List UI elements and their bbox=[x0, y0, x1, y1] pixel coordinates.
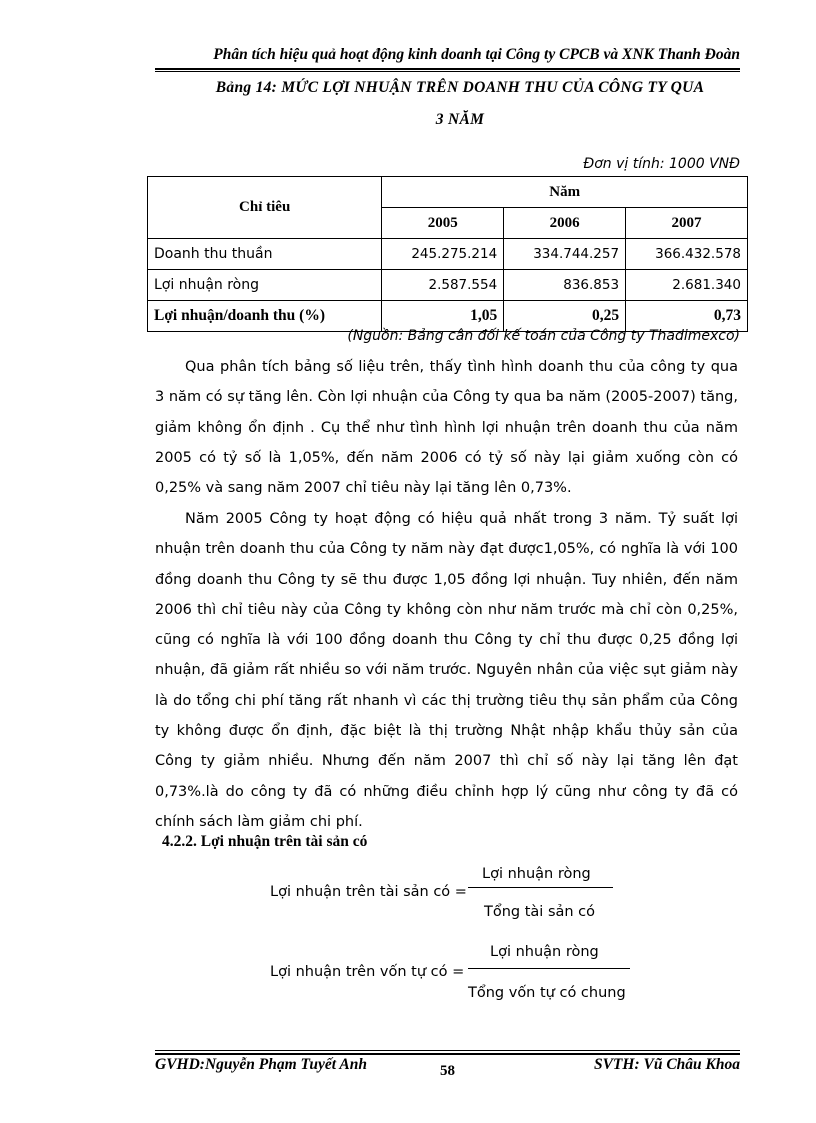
cell-value: 836.853 bbox=[504, 270, 626, 301]
table-row bbox=[148, 270, 748, 301]
table-row-ratio bbox=[148, 301, 748, 332]
col-header-year: 2005 bbox=[382, 208, 504, 239]
fraction-bar bbox=[468, 968, 630, 969]
paragraph-text: Qua phân tích bảng số liệu trên, thấy tình hình doanh thu của công ty qua 3 năm có sự tăng lên. Còn lợi nhuận của Công ty qua ba năm (2005-2007) tăng, giảm không ổn định . Cụ thể như tình hình lợi nhuận trên doanh thu của năm 2005 có tỷ số là 1,05%, đến năm 2006 có tỷ số này lại giảm xuống còn có 0,25% và sang năm 2007 chỉ tiêu này lại tăng lên 0,73%. bbox=[155, 359, 738, 497]
cell-value: 245.275.214 bbox=[382, 239, 504, 270]
row-label: Lợi nhuận/doanh thu (%) bbox=[148, 301, 382, 332]
unit-note: Đơn vị tính: 1000 VNĐ bbox=[583, 156, 740, 172]
page-number: 58 bbox=[440, 1063, 455, 1079]
table-title bbox=[150, 72, 770, 136]
col-header-year: 2007 bbox=[626, 208, 748, 239]
section-heading: 4.2.2. Lợi nhuận trên tài sản có bbox=[162, 833, 368, 850]
page-header-title: Phân tích hiệu quả hoạt động kinh doanh tại Công ty CPCB và XNK Thanh Đoàn bbox=[213, 46, 740, 63]
cell-value: 0,25 bbox=[504, 301, 626, 332]
footer-rule bbox=[155, 1053, 740, 1055]
source-note: (Nguồn: Bảng cân đối kế toán của Công ty Thadimexco) bbox=[347, 328, 740, 344]
paragraph-text: Năm 2005 Công ty hoạt động có hiệu quả nhất trong 3 năm. Tỷ suất lợi nhuận trên doanh thu của Công ty năm này đạt được1,05%, có nghĩa là với 100 đồng doanh thu Công ty sẽ thu được 1,05 đồng lợi nhuận. Tuy nhiên, đến năm 2006 thì chỉ tiêu này của Công ty không còn như năm trước mà chỉ còn 0,25%, cũng có nghĩa là với 100 đồng doanh thu Công ty chỉ thu được 0,25 đồng lợi nhuận, đã giảm rất nhiều so với năm trước. Nguyên nhân của việc sụt giảm này là do tổng chi phí tăng rất nhanh vì các thị trường tiêu thụ sản phẩm của Công ty không được ổn định, đặc biệt là thị trường Nhật nhập khẩu thủy sản của Công ty giảm nhiều. Nhưng đến năm 2007 thì chỉ số này lại tăng lên đạt 0,73%.là do công ty đã có những điều chỉnh hợp lý cũng như công ty đã có chính sách làm giảm chi phí. bbox=[155, 511, 738, 830]
cell-value: 2.681.340 bbox=[626, 270, 748, 301]
table-row bbox=[148, 239, 748, 270]
paragraph-1 bbox=[155, 352, 738, 503]
cell-value: 1,05 bbox=[382, 301, 504, 332]
col-header-indicator: Chỉ tiêu bbox=[148, 177, 382, 239]
table-title-line1: Bảng 14: MỨC LỢI NHUẬN TRÊN DOANH THU CỦA CÔNG TY QUA bbox=[215, 79, 705, 96]
cell-value: 2.587.554 bbox=[382, 270, 504, 301]
col-header-year-group: Năm bbox=[382, 177, 748, 208]
profit-revenue-table bbox=[147, 176, 748, 332]
formula-label: Lợi nhuận trên vốn tự có = bbox=[270, 964, 465, 980]
cell-value: 334.744.257 bbox=[504, 239, 626, 270]
footer-student: SVTH: Vũ Châu Khoa bbox=[593, 1056, 740, 1073]
formula-numerator: Lợi nhuận ròng bbox=[490, 944, 599, 960]
formula-denominator: Tổng tài sản có bbox=[484, 904, 596, 920]
header-rule bbox=[155, 68, 740, 70]
col-header-year: 2006 bbox=[504, 208, 626, 239]
footer-rule-thin bbox=[155, 1050, 740, 1051]
formula-numerator: Lợi nhuận ròng bbox=[482, 866, 591, 882]
cell-value: 0,73 bbox=[626, 301, 748, 332]
table-header-row bbox=[148, 177, 748, 208]
formula-label: Lợi nhuận trên tài sản có = bbox=[270, 884, 467, 900]
paragraph-2 bbox=[155, 504, 738, 837]
footer-instructor: GVHD:Nguyễn Phạm Tuyết Anh bbox=[155, 1056, 367, 1073]
row-label: Doanh thu thuần bbox=[148, 239, 382, 270]
formula-denominator: Tổng vốn tự có chung bbox=[468, 985, 626, 1001]
table-title-line2: 3 NĂM bbox=[435, 111, 485, 128]
row-label: Lợi nhuận ròng bbox=[148, 270, 382, 301]
fraction-bar bbox=[468, 887, 613, 888]
cell-value: 366.432.578 bbox=[626, 239, 748, 270]
